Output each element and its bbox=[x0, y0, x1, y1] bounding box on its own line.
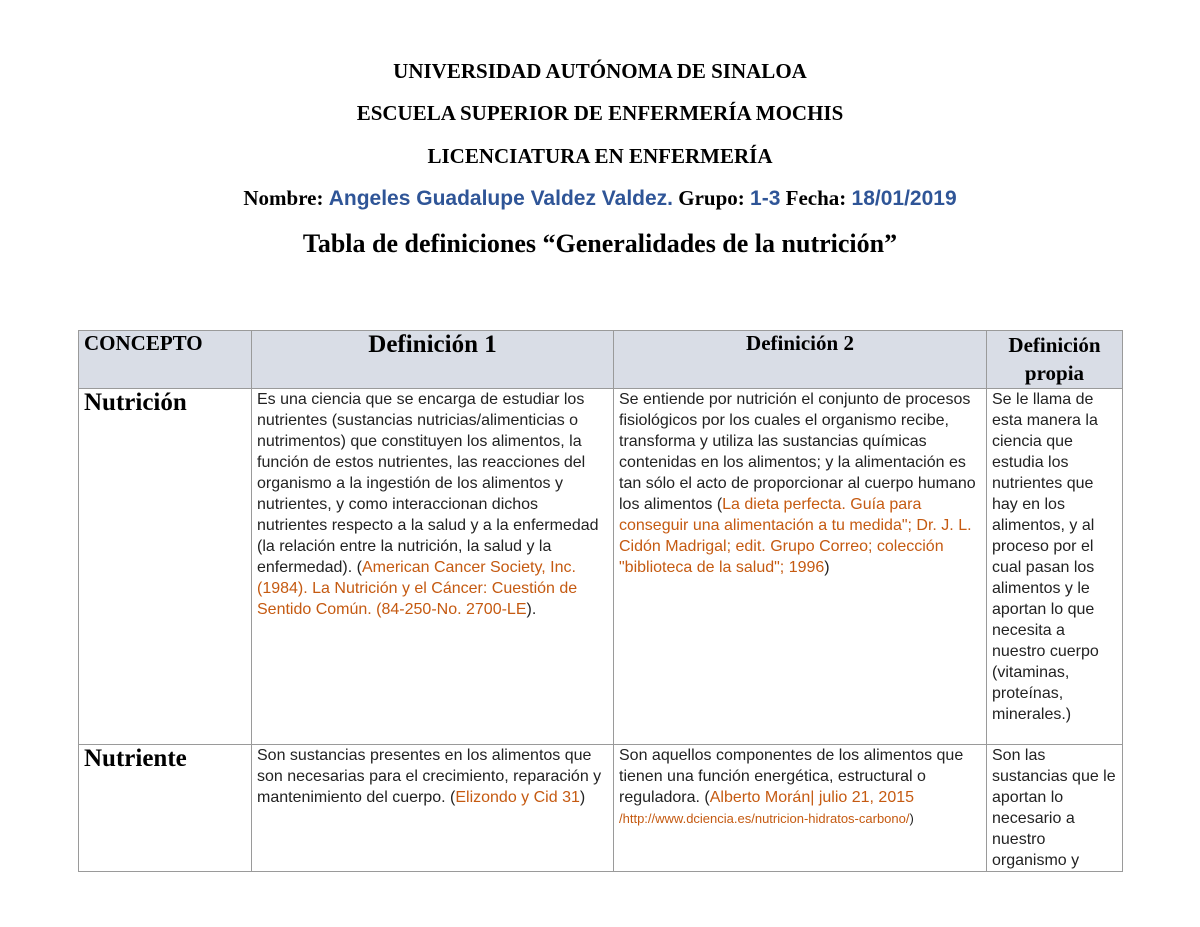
header-definicion-2: Definición 2 bbox=[614, 331, 987, 389]
table-row bbox=[79, 745, 1123, 872]
reference-close: ) bbox=[579, 789, 586, 806]
definition-2-cell bbox=[614, 745, 987, 872]
definition-text: Son aquellos componentes de los alimentos que tienen una función energética, estructural o reguladora. bbox=[619, 747, 964, 806]
reference-url-link[interactable]: /http://www.dciencia.es/nutricion-hidratos-carbono/ bbox=[619, 811, 910, 826]
definition-text: Se entiende por nutrición el conjunto de procesos fisiológicos por los cuales el organismo recibe, transforma y utiliza las sustancias químicas contenidas en los alimentos; y la alimentación es tan sólo el acto de proporcionar al cuerpo humano los alimentos bbox=[619, 391, 976, 513]
table-header-row bbox=[79, 331, 1123, 389]
reference-citation: La dieta perfecta. Guía para conseguir una alimentación a tu medida"; Dr. J. L. Cidón Madrigal; edit. Grupo Correo; colección "biblioteca de la salud"; 1996 bbox=[619, 496, 972, 576]
reference-citation: American Cancer Society, Inc. (1984). La Nutrición y el Cáncer: Cuestión de Sentido Común. (84-250-No. 2700-LE bbox=[257, 559, 578, 618]
definitions-table bbox=[78, 330, 1123, 872]
reference-open: ( bbox=[704, 789, 710, 806]
reference-close: ) bbox=[909, 811, 914, 826]
definition-text: Son sustancias presentes en los alimentos que son necesarias para el crecimiento, reparación y mantenimiento del cuerpo. bbox=[257, 747, 602, 806]
definition-1-cell bbox=[252, 389, 614, 745]
concept-cell: Nutrición bbox=[79, 389, 252, 745]
header-concepto: CONCEPTO bbox=[79, 331, 252, 389]
definition-text: Es una ciencia que se encarga de estudiar los nutrientes (sustancias nutricias/alimenticias o nutrimentos) que constituyen los alimentos, la función de estos nutrientes, las reacciones del organismo a la ingestión de los alimentos y nutrientes, y como interaccionan dichos nutrientes respecto a la salud y a la enfermedad (la relación entre la nutrición, la salud y la enfermedad). bbox=[257, 391, 599, 576]
definition-2-cell bbox=[614, 389, 987, 745]
definition-1-cell bbox=[252, 745, 614, 872]
group-value: 1-3 bbox=[750, 187, 781, 210]
degree-heading: LICENCIATURA EN ENFERMERÍA bbox=[427, 144, 773, 168]
group-label: Grupo: bbox=[678, 186, 745, 210]
reference-open: ( bbox=[450, 789, 456, 806]
date-value: 18/01/2019 bbox=[851, 187, 957, 210]
own-definition-cell: Se le llama de esta manera la ciencia que estudia los nutrientes que hay en los alimentos, y al proceso por el cual pasan los alimentos y le aportan lo que necesita a nuestro cuerpo (vitaminas, proteínas, minerales.) bbox=[987, 389, 1123, 745]
reference-citation: Elizondo y Cid 31 bbox=[455, 789, 580, 806]
university-heading: UNIVERSIDAD AUTÓNOMA DE SINALOA bbox=[393, 59, 807, 83]
reference-open: ( bbox=[716, 496, 723, 513]
header-definicion-propia: Definición propia bbox=[987, 331, 1123, 389]
student-name: Angeles Guadalupe Valdez Valdez. bbox=[328, 187, 673, 210]
name-label: Nombre: bbox=[243, 186, 324, 210]
reference-close: ). bbox=[526, 601, 537, 618]
date-label: Fecha: bbox=[785, 186, 847, 210]
concept-cell: Nutriente bbox=[79, 745, 252, 872]
own-definition-cell: Son las sustancias que le aportan lo necesario a nuestro organismo y bbox=[987, 745, 1123, 872]
reference-close: ) bbox=[824, 559, 830, 576]
student-info-line bbox=[0, 184, 1200, 213]
table-title: Tabla de definiciones “Generalidades de la nutrición” bbox=[302, 229, 898, 258]
table-row bbox=[79, 389, 1123, 745]
reference-open: ( bbox=[356, 559, 362, 576]
school-heading: ESCUELA SUPERIOR DE ENFERMERÍA MOCHIS bbox=[356, 101, 844, 125]
reference-citation: Alberto Morán| julio 21, 2015 bbox=[709, 789, 915, 806]
header-definicion-1: Definición 1 bbox=[252, 331, 614, 389]
